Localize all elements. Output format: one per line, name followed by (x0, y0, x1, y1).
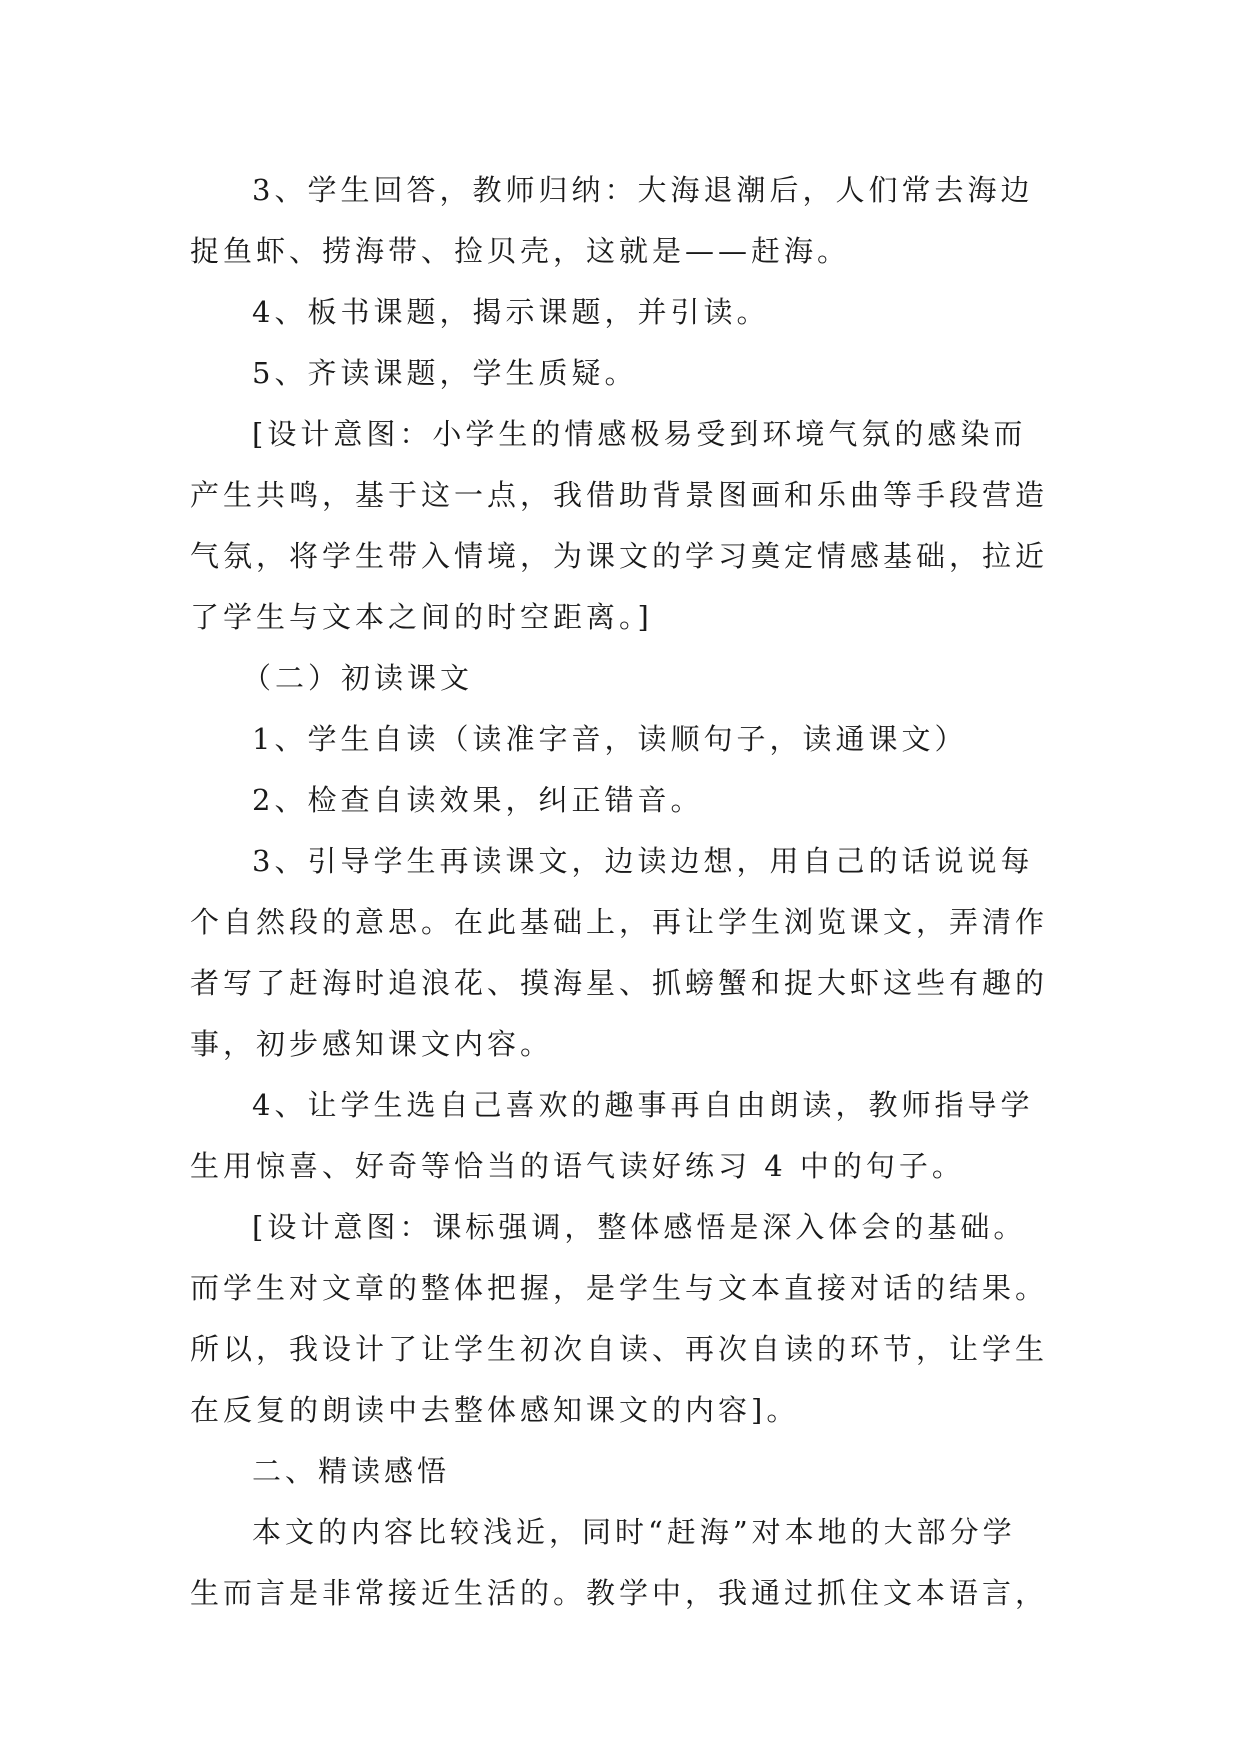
text-line: 而学生对文章的整体把握，是学生与文本直接对话的结果。 (190, 1271, 1049, 1305)
text-line: 1、学生自读（读准字音，读顺句子，读通课文） (252, 722, 968, 756)
section-heading: 二、精读感悟 (252, 1454, 451, 1488)
text-line: 事，初步感知课文内容。 (190, 1027, 554, 1061)
text-line: 气氛，将学生带入情境，为课文的学习奠定情感基础，拉近 (190, 539, 1049, 573)
text-line: 4、让学生选自己喜欢的趣事再自由朗读，教师指导学 (252, 1088, 1034, 1122)
text-line: 在反复的朗读中去整体感知课文的内容]。 (190, 1393, 800, 1427)
text-line: 本文的内容比较浅近，同时“赶海”对本地的大部分学 (252, 1515, 1016, 1549)
text-line: 生用惊喜、好奇等恰当的语气读好练习 4 中的句子。 (190, 1149, 965, 1183)
text-line: 者写了赶海时追浪花、摸海星、抓螃蟹和捉大虾这些有趣的 (190, 966, 1049, 1000)
text-line: 了学生与文本之间的时空距离。] (190, 600, 653, 634)
text-line: 5、齐读课题，学生质疑。 (252, 356, 638, 390)
text-line: 3、引导学生再读课文，边读边想，用自己的话说说每 (252, 844, 1034, 878)
text-line: 4、板书课题，揭示课题，并引读。 (252, 295, 770, 329)
text-line: 3、学生回答，教师归纳：大海退潮后，人们常去海边 (252, 173, 1034, 207)
text-line: 捉鱼虾、捞海带、捡贝壳，这就是——赶海。 (190, 234, 851, 268)
text-line: 生而言是非常接近生活的。教学中，我通过抓住文本语言， (190, 1576, 1049, 1610)
text-line: [设计意图：课标强调，整体感悟是深入体会的基础。 (252, 1210, 1027, 1244)
text-line: 产生共鸣，基于这一点，我借助背景图画和乐曲等手段营造 (190, 478, 1049, 512)
text-line: [设计意图：小学生的情感极易受到环境气氛的感染而 (252, 417, 1027, 451)
text-line: 个自然段的意思。在此基础上，再让学生浏览课文，弄清作 (190, 905, 1049, 939)
text-line: 2、检查自读效果，纠正错音。 (252, 783, 704, 817)
document-body (190, 160, 1060, 1624)
text-line: 所以，我设计了让学生初次自读、再次自读的环节，让学生 (190, 1332, 1049, 1366)
section-heading: （二）初读课文 (242, 661, 474, 695)
